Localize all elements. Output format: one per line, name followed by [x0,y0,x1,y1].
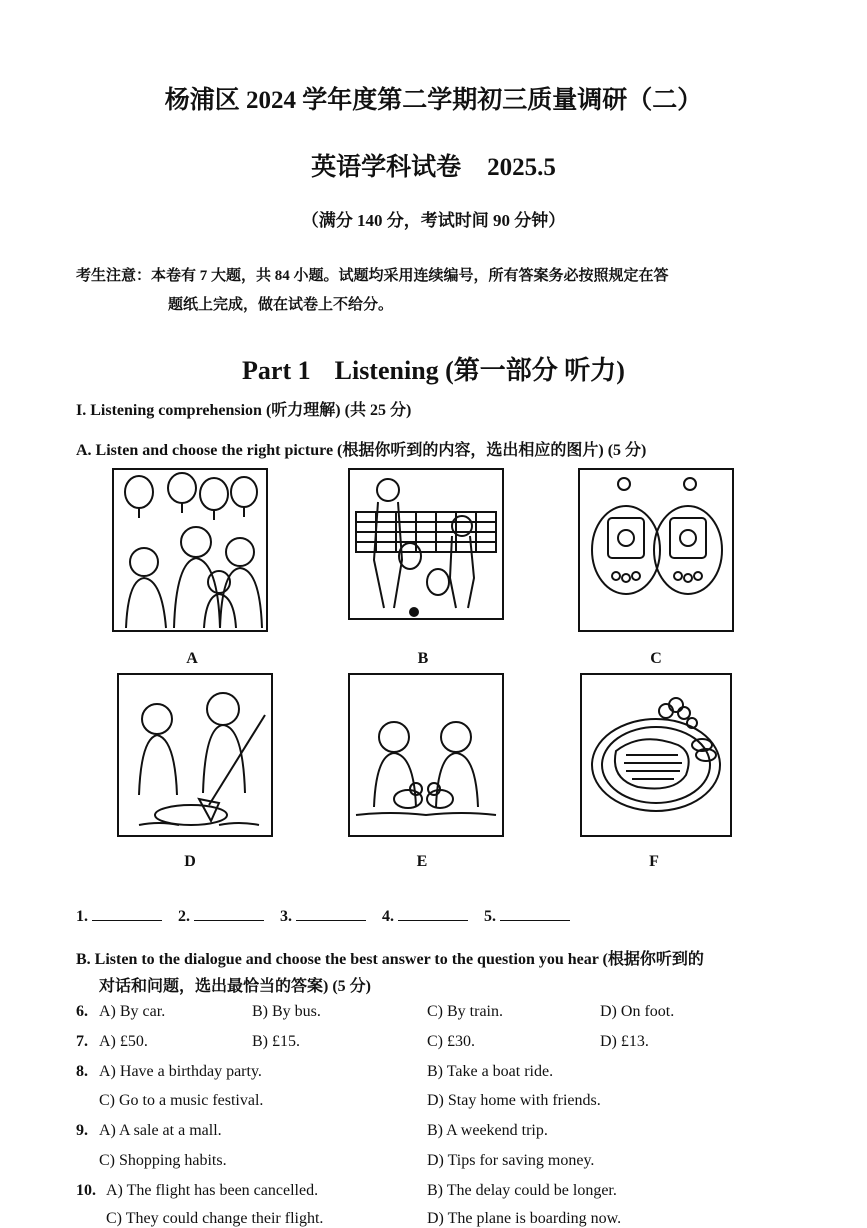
option-c[interactable]: C) They could change their flight. [106,1210,324,1227]
picture-f-label: F [649,853,659,870]
option-d[interactable]: D) Tips for saving money. [427,1152,595,1169]
exam-subtitle [0,147,867,183]
part-title: Listening (第一部分 听力) [334,356,625,385]
picture-d-label: D [184,853,196,870]
option-d[interactable]: D) Stay home with friends. [427,1092,601,1109]
tennis-icon [350,470,502,618]
option-d[interactable]: D) £13. [600,1033,649,1050]
option-b[interactable]: B) The delay could be longer. [427,1182,617,1199]
exam-title: 杨浦区 2024 学年度第二学期初三质量调研（二） [164,87,703,114]
picture-b [348,468,504,620]
picture-d [117,673,273,837]
option-b[interactable]: B) £15. [252,1033,300,1050]
lantern-family-icon [114,470,266,630]
picture-a [112,468,268,632]
option-c[interactable]: C) Shopping habits. [99,1152,227,1169]
picture-e [348,673,504,837]
virtual-pet-icon [580,470,732,630]
option-d[interactable]: D) The plane is boarding now. [427,1210,622,1227]
option-b[interactable]: B) A weekend trip. [427,1122,548,1139]
steak-plate-icon [582,675,730,835]
question-number: 9. [76,1122,88,1139]
section-heading-b-line2: 对话和问题，选出最恰当的答案) (5 分) [99,978,371,995]
option-a[interactable]: A) By car. [99,1003,166,1020]
picture-c-label: C [650,650,662,667]
part-number: Part 1 [242,356,311,385]
answer-blank-4[interactable]: 4. [382,906,468,926]
picture-a-label: A [186,650,198,667]
option-c[interactable]: C) By train. [427,1003,503,1020]
notice-line-2: 题纸上完成，做在试卷上不给分。 [168,297,394,313]
children-pets-icon [350,675,502,835]
option-b[interactable]: B) Take a boat ride. [427,1063,554,1080]
question-number: 10. [76,1182,96,1199]
score-info: （满分 140 分，考试时间 90 分钟） [301,211,566,230]
question-number: 7. [76,1033,88,1050]
option-a[interactable]: A) A sale at a mall. [99,1122,222,1139]
picture-f [580,673,732,837]
option-a[interactable]: A) The flight has been cancelled. [106,1182,319,1199]
option-a[interactable]: A) Have a birthday party. [99,1063,262,1080]
planting-tree-icon [119,675,271,835]
notice-label: 考生注意： [76,268,152,284]
answer-blank-2[interactable]: 2. [178,906,264,926]
answer-blank-3[interactable]: 3. [280,906,366,926]
part-heading [0,350,867,387]
section-heading-listening: I. Listening comprehension (听力理解) (共 25 分) [76,402,412,419]
option-b[interactable]: B) By bus. [252,1003,321,1020]
picture-c [578,468,734,632]
section-heading-a: A. Listen and choose the right picture (根据你听到的内容，选出相应的图片) (5 分) [76,442,647,459]
candidate-notice [76,262,791,320]
notice-line-1: 本卷有 7 大题，共 84 小题。试题均采用连续编号，所有答案务必按照规定在答 [151,268,669,284]
exam-date: 2025.5 [487,154,556,181]
option-d[interactable]: D) On foot. [600,1003,675,1020]
picture-e-label: E [416,853,428,870]
section-heading-b: B. Listen to the dialogue and choose the best answer to the question you hear (根据你听到的 [76,951,704,968]
option-a[interactable]: A) £50. [99,1033,148,1050]
answer-blank-5[interactable]: 5. [484,906,570,926]
picture-b-label: B [417,650,429,667]
question-number: 8. [76,1063,88,1080]
subject-label: 英语学科试卷 [311,154,462,181]
question-number: 6. [76,1003,88,1020]
answer-blanks [76,906,582,926]
option-c[interactable]: C) Go to a music festival. [99,1092,264,1109]
answer-blank-1[interactable]: 1. [76,906,162,926]
option-c[interactable]: C) £30. [427,1033,475,1050]
